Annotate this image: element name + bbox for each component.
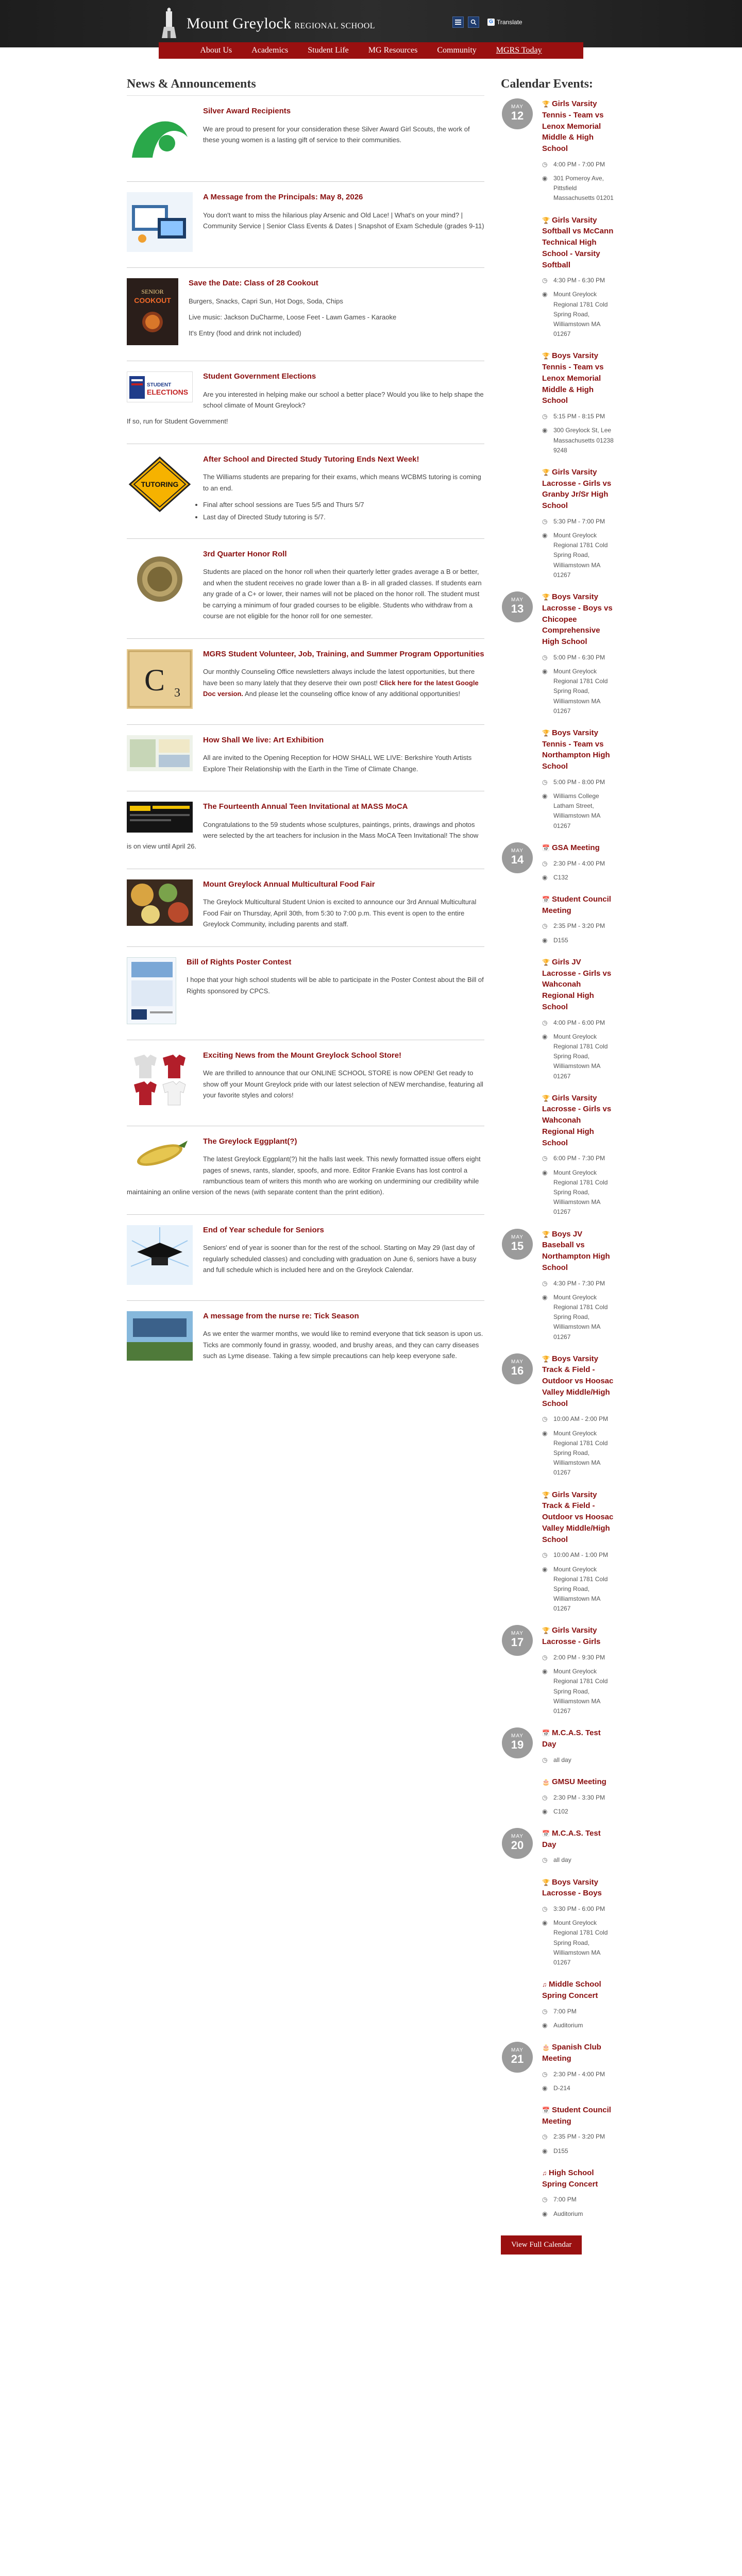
event-time: ◷ 4:00 PM - 6:00 PM: [542, 1018, 615, 1028]
clock-icon: ◷: [542, 1905, 548, 1913]
site-header: [0, 0, 742, 55]
event-location: ◉ Mount Greylock Regional 1781 Cold Spring Road, Williamstown MA 01267: [542, 531, 615, 580]
site-logo[interactable]: [159, 7, 375, 40]
date-day: 14: [511, 853, 524, 866]
svg-text:ELECTIONS: ELECTIONS: [147, 388, 189, 396]
event-title[interactable]: 📅 Student Council Meeting: [542, 2105, 611, 2126]
event-time: ◷ 5:00 PM - 8:00 PM: [542, 777, 615, 787]
event-time: ◷ 2:00 PM - 9:30 PM: [542, 1653, 615, 1663]
news-item: [127, 947, 484, 1040]
date-month: MAY: [511, 1359, 524, 1365]
map-pin-icon: ◉: [542, 2021, 548, 2029]
date-month: MAY: [511, 848, 524, 854]
calendar-event: [542, 1093, 615, 1217]
svg-text:C: C: [144, 663, 165, 697]
calendar-day: [501, 1353, 615, 1614]
map-pin-icon: ◉: [542, 427, 548, 434]
event-location: ◉ Auditorium: [542, 2021, 615, 2030]
news-title[interactable]: After School and Directed Study Tutoring Ends Next Week!: [203, 454, 419, 464]
calendar-heading: Calendar Events:: [501, 77, 593, 91]
event-time: ◷ all day: [542, 1755, 615, 1765]
news-title[interactable]: MGRS Student Volunteer, Job, Training, and Summer Program Opportunities: [203, 649, 484, 658]
view-full-calendar-button[interactable]: View Full Calendar: [501, 2235, 582, 2255]
calendar-section: [501, 77, 615, 2255]
news-item: [127, 725, 484, 791]
event-time: ◷ 2:30 PM - 4:00 PM: [542, 2070, 615, 2079]
event-title[interactable]: 🏆 Boys Varsity Lacrosse - Boys: [542, 1877, 602, 1898]
clock-icon: ◷: [542, 1155, 548, 1162]
date-badge: [502, 1229, 533, 1260]
search-icon[interactable]: [468, 16, 479, 28]
calendar-day: [501, 1828, 615, 2030]
event-location: ◉ Mount Greylock Regional 1781 Cold Spring Road, Williamstown MA 01267: [542, 290, 615, 339]
site-title: Mount Greylock REGIONAL SCHOOL: [187, 15, 376, 32]
event-time: ◷ 5:15 PM - 8:15 PM: [542, 412, 615, 421]
header-tools: [452, 16, 522, 28]
clock-icon: ◷: [542, 517, 548, 525]
girl-scouts-logo-image[interactable]: [127, 106, 193, 166]
calendar-event: [542, 98, 615, 204]
nav-mg-resources[interactable]: MG Resources: [368, 46, 418, 55]
event-time: ◷ all day: [542, 1855, 615, 1865]
clock-icon: ◷: [542, 1551, 548, 1559]
date-badge: [502, 591, 533, 622]
news-title[interactable]: Save the Date: Class of 28 Cookout: [189, 279, 318, 287]
news-title[interactable]: End of Year schedule for Seniors: [203, 1225, 324, 1234]
event-location: ◉ D-214: [542, 2083, 615, 2093]
date-day: 20: [511, 1838, 524, 1852]
graduation-cap-image[interactable]: [127, 1225, 193, 1285]
news-item: [127, 1301, 484, 1378]
event-title[interactable]: 🏆 Girls Varsity Lacrosse - Girls vs Wahconah Regional High School: [542, 1093, 612, 1147]
clock-icon: ◷: [542, 1793, 548, 1801]
map-pin-icon: ◉: [542, 1168, 548, 1176]
tower-icon: [159, 7, 179, 40]
svg-text:SENIOR: SENIOR: [141, 288, 164, 295]
calendar-event: [542, 1489, 615, 1614]
calendar-event: [542, 727, 615, 831]
trophy-icon: 🏆: [542, 468, 550, 476]
news-text: The latest Greylock Eggplant(?) hit the halls last week. This newly formatted issue offers eight pages of snews, rants, slander, spoofs, and more. Editor Frankie Evans has lost control a rambunctious team of writers this month who are working on undermining our credibility while maintaining an online version of the news (with separate content than the print edition).: [127, 1155, 481, 1196]
map-pin-icon: ◉: [542, 1807, 548, 1815]
trophy-icon: 🏆: [542, 1094, 550, 1102]
bill-of-rights-poster-image[interactable]: [127, 957, 176, 1024]
trophy-icon: 🏆: [542, 1491, 550, 1499]
news-text: We are proud to present for your consideration these Silver Award Girl Scouts, the work of these young women is a lasting gift of service to their communities.: [203, 125, 470, 144]
date-badge: [502, 842, 533, 873]
news-list: [127, 95, 484, 1378]
event-title[interactable]: 🏆 Boys Varsity Tennis - Team vs Lenox Memorial Middle & High School: [542, 351, 604, 405]
news-title[interactable]: Exciting News from the Mount Greylock School Store!: [203, 1050, 402, 1060]
principals-message-image[interactable]: [127, 192, 193, 252]
news-text: The Williams students are preparing for their exams, which means WCBMS tutoring is coming to an end.: [203, 473, 481, 492]
event-title[interactable]: ♫ Middle School Spring Concert: [542, 1980, 601, 2000]
event-time: ◷ 10:00 AM - 1:00 PM: [542, 1550, 615, 1560]
event-time: ◷ 2:35 PM - 3:20 PM: [542, 2132, 615, 2142]
news-item: [127, 182, 484, 268]
date-day: 16: [511, 1364, 524, 1377]
tick-season-image[interactable]: [127, 1311, 193, 1361]
event-time: ◷ 10:00 AM - 2:00 PM: [542, 1414, 615, 1424]
music-icon: ♫: [542, 2169, 547, 2177]
calendar-event: [542, 957, 615, 1081]
clock-icon: ◷: [542, 922, 548, 930]
map-pin-icon: ◉: [542, 2084, 548, 2092]
event-time: ◷ 7:00 PM: [542, 2195, 615, 2205]
event-title[interactable]: 🏆 Boys Varsity Track & Field - Outdoor vs Hoosac Valley Middle/High School: [542, 1354, 614, 1408]
date-badge: [502, 2042, 533, 2073]
news-title[interactable]: Student Government Elections: [203, 372, 316, 381]
trophy-icon: 🏆: [542, 100, 550, 108]
translate-label: Translate: [497, 19, 522, 26]
eggplant-image[interactable]: [127, 1137, 193, 1173]
calendar-day: [501, 1727, 615, 1817]
map-pin-icon: ◉: [542, 2147, 548, 2155]
clock-icon: ◷: [542, 413, 548, 420]
clock-icon: ◷: [542, 2133, 548, 2141]
clock-icon: ◷: [542, 1653, 548, 1661]
event-title[interactable]: 🏆 Girls Varsity Lacrosse - Girls: [542, 1626, 601, 1647]
calendar-event: [542, 350, 615, 455]
event-location: ◉ Mount Greylock Regional 1781 Cold Spring Road, Williamstown MA 01267: [542, 1032, 615, 1081]
event-title[interactable]: 🏆 Boys Varsity Lacrosse - Boys vs Chicopee Comprehensive High School: [542, 592, 613, 646]
event-time: ◷ 3:30 PM - 6:00 PM: [542, 1904, 615, 1914]
map-pin-icon: ◉: [542, 873, 548, 881]
calendar-icon: 📅: [542, 1730, 550, 1737]
date-day: 15: [511, 1239, 524, 1252]
date-month: MAY: [511, 1833, 524, 1839]
map-pin-icon: ◉: [542, 291, 548, 298]
main-nav: [159, 42, 583, 59]
clock-icon: ◷: [542, 160, 548, 168]
news-text: If so, run for Student Government!: [127, 417, 228, 426]
event-location: ◉ 301 Pomeroy Ave, Pittsfield Massachusetts 01201: [542, 174, 615, 204]
calendar-event: [542, 1727, 615, 1765]
nav-academics[interactable]: Academics: [251, 46, 289, 55]
event-location: ◉ Mount Greylock Regional 1781 Cold Spring Road, Williamstown MA 01267: [542, 1429, 615, 1478]
calendar-icon: 📅: [542, 2106, 550, 2114]
map-pin-icon: ◉: [542, 667, 548, 675]
calendar-event: [542, 894, 615, 945]
event-title[interactable]: 🏆 Boys Varsity Tennis - Team vs Northampton High School: [542, 728, 610, 771]
news-text: Our monthly Counseling Office newsletters always include the latest opportunities, but there have been so many lately that they deserve their own post! Click here for the latest Google Doc version. And please let the counseling office know of any additional opportunities!: [203, 668, 479, 698]
music-icon: ♫: [542, 1981, 547, 1989]
calendar-icon: 📅: [542, 1829, 550, 1837]
clock-icon: ◷: [542, 1415, 548, 1423]
calendar-event: [542, 1877, 615, 1968]
clock-icon: ◷: [542, 653, 548, 661]
map-pin-icon: ◉: [542, 1668, 548, 1675]
news-text: Live music: Jackson DuCharme, Loose Feet - Lawn Games - Karaoke: [189, 313, 397, 321]
calendar-list: [501, 98, 615, 2219]
calendar-event: [542, 842, 615, 883]
date-day: 17: [511, 1636, 524, 1649]
date-day: 21: [511, 2053, 524, 2066]
news-title[interactable]: A message from the nurse re: Tick Season: [203, 1311, 359, 1320]
event-title[interactable]: 📅 M.C.A.S. Test Day: [542, 1828, 601, 1849]
event-time: ◷ 4:00 PM - 7:00 PM: [542, 160, 615, 170]
news-title[interactable]: The Fourteenth Annual Teen Invitational at MASS MoCA: [203, 802, 408, 811]
trophy-icon: 🏆: [542, 1878, 550, 1886]
calendar-day: [501, 1625, 615, 1716]
news-item: [127, 791, 484, 869]
calendar-event: [542, 1776, 615, 1817]
map-pin-icon: ◉: [542, 1032, 548, 1040]
news-title[interactable]: 3rd Quarter Honor Roll: [203, 549, 287, 558]
news-item: [127, 268, 484, 361]
calendar-event: [542, 2167, 615, 2219]
news-item: [127, 869, 484, 947]
svg-text:COOKOUT: COOKOUT: [134, 296, 171, 304]
list-item: • Last day of Directed Study tutoring is 5/7.: [138, 511, 484, 523]
map-pin-icon: ◉: [542, 532, 548, 539]
event-location: ◉ Mount Greylock Regional 1781 Cold Spring Road, Williamstown MA 01267: [542, 1667, 615, 1716]
event-time: ◷ 4:30 PM - 7:30 PM: [542, 1279, 615, 1289]
date-day: 12: [511, 109, 524, 122]
event-title[interactable]: 🏆 Girls Varsity Softball vs McCann Technical High School - Varsity Softball: [542, 215, 614, 269]
svg-text:STUDENT: STUDENT: [147, 382, 172, 388]
trophy-icon: 🏆: [542, 729, 550, 737]
news-title[interactable]: A Message from the Principals: May 8, 2026: [203, 193, 363, 201]
event-location: ◉ Mount Greylock Regional 1781 Cold Spring Road, Williamstown MA 01267: [542, 1565, 615, 1614]
event-location: ◉ D155: [542, 936, 615, 945]
news-title[interactable]: How Shall We live: Art Exhibition: [203, 735, 324, 744]
news-item: [127, 444, 484, 539]
event-location: ◉ Williams College Latham Street, Williamstown MA 01267: [542, 791, 615, 831]
mass-moca-image[interactable]: [127, 802, 193, 833]
map-pin-icon: ◉: [542, 1293, 548, 1301]
nav-mgrs-today[interactable]: MGRS Today: [496, 46, 542, 55]
news-section: [127, 77, 484, 1378]
event-time: ◷ 2:35 PM - 3:20 PM: [542, 921, 615, 931]
trophy-icon: 🏆: [542, 1627, 550, 1635]
nav-community[interactable]: Community: [437, 46, 477, 55]
translate-button[interactable]: [487, 19, 522, 26]
news-text: The Greylock Multicultural Student Union is excited to announce our 3rd Annual Multicultural Food Fair on Thursday, April 30th, from 5:30 to 7:00 p.m. This event is open to the entire Greylock Community, including parents and staff.: [203, 898, 477, 928]
event-time: ◷ 2:30 PM - 3:30 PM: [542, 1793, 615, 1803]
news-text: We are thrilled to announce that our ONLINE SCHOOL STORE is now OPEN! Get ready to show off your Mount Greylock pride with our latest selection of NEW merchandise, featuring all your favorite styles and colors!: [203, 1069, 483, 1099]
event-location: ◉ Auditorium: [542, 2209, 615, 2219]
art-exhibition-image[interactable]: [127, 735, 193, 771]
news-text: Students are placed on the honor roll when their quarterly letter grades average a B or better, and when the student receives no grade lower than a B- in all graded classes. If students earn any grade of a C+ or lower, their names will not be placed on the honor roll. The student must be carrying a minimum of four graded courses to be eligible. Students who withdraw from a course are not eligible for the honor roll for one semester.: [203, 568, 482, 620]
news-item: [127, 539, 484, 639]
date-month: MAY: [511, 2047, 524, 2054]
tutoring-sign-image[interactable]: [127, 454, 193, 514]
cake-icon: 🎂: [542, 2044, 550, 2052]
clock-icon: ◷: [542, 1279, 548, 1287]
date-month: MAY: [511, 597, 524, 603]
news-text: Congratulations to the 59 students whose sculptures, paintings, prints, drawings and photos were selected by the art teachers for inclusion in the Mass MoCA Teen Invitational! The show is on view until April 26.: [127, 820, 479, 851]
event-location: ◉ Mount Greylock Regional 1781 Cold Spring Road, Williamstown MA 01267: [542, 1918, 615, 1968]
calendar-day: [501, 1229, 615, 1342]
news-title[interactable]: Mount Greylock Annual Multicultural Food Fair: [203, 879, 375, 889]
event-title[interactable]: 🏆 Girls Varsity Track & Field - Outdoor vs Hoosac Valley Middle/High School: [542, 1490, 614, 1544]
map-pin-icon: ◉: [542, 174, 548, 182]
svg-text:3: 3: [174, 686, 180, 700]
event-location: ◉ C102: [542, 1807, 615, 1817]
calendar-icon: 📅: [542, 895, 550, 903]
event-time: ◷ 7:00 PM: [542, 2007, 615, 2016]
cake-icon: 🎂: [542, 1778, 550, 1786]
news-title[interactable]: Bill of Rights Poster Contest: [187, 957, 292, 967]
news-title[interactable]: Silver Award Recipients: [203, 107, 291, 115]
clock-icon: ◷: [542, 1019, 548, 1026]
event-title[interactable]: 📅 GSA Meeting: [542, 843, 600, 852]
map-pin-icon: ◉: [542, 1565, 548, 1573]
date-month: MAY: [511, 1733, 524, 1739]
event-location: ◉ Mount Greylock Regional 1781 Cold Spring Road, Williamstown MA 01267: [542, 1168, 615, 1217]
news-item: [127, 1215, 484, 1301]
event-title[interactable]: 📅 Student Council Meeting: [542, 894, 611, 915]
calendar-day: [501, 591, 615, 831]
event-title[interactable]: 🎂 GMSU Meeting: [542, 1777, 606, 1786]
calendar-event: [542, 1625, 615, 1716]
clock-icon: ◷: [542, 859, 548, 867]
event-title[interactable]: 🏆 Girls Varsity Tennis - Team vs Lenox Memorial Middle & High School: [542, 99, 604, 153]
map-pin-icon: ◉: [542, 2210, 548, 2217]
event-title[interactable]: 🏆 Girls Varsity Lacrosse - Girls vs Granby Jr/Sr High School: [542, 467, 612, 511]
clock-icon: ◷: [542, 1756, 548, 1764]
google-doc-link[interactable]: Click here for the latest Google Doc version.: [203, 679, 479, 698]
news-item: [127, 1126, 484, 1215]
calendar-day: [501, 842, 615, 1217]
trophy-icon: 🏆: [542, 352, 550, 360]
event-location: ◉ Mount Greylock Regional 1781 Cold Spring Road, Williamstown MA 01267: [542, 667, 615, 716]
news-text: Seniors' end of year is sooner than for the rest of the school. Starting on May 29 (last day of regularly scheduled classes) and concluding with graduation on June 6, seniors have a busy and full schedule which is included here and on the Greylock Calendar.: [203, 1244, 477, 1274]
event-location: ◉ D155: [542, 2146, 615, 2156]
clock-icon: ◷: [542, 2070, 548, 2078]
food-fair-image[interactable]: [127, 879, 193, 926]
calendar-icon: 📅: [542, 844, 550, 852]
event-time: ◷ 5:30 PM - 7:00 PM: [542, 517, 615, 527]
school-store-apparel-image[interactable]: [127, 1050, 193, 1110]
news-text: It's Entry (food and drink not included): [189, 329, 301, 337]
nav-student-life[interactable]: Student Life: [308, 46, 349, 55]
clock-icon: ◷: [542, 2196, 548, 2204]
calendar-event: [542, 1353, 615, 1478]
news-item: [127, 361, 484, 444]
calendar-event: [542, 467, 615, 580]
event-time: ◷ 4:30 PM - 6:30 PM: [542, 276, 615, 285]
trophy-icon: 🏆: [542, 594, 550, 601]
event-location: ◉ 300 Greylock St, Lee Massachusetts 01238 9248: [542, 426, 615, 455]
clock-icon: ◷: [542, 1856, 548, 1864]
date-day: 13: [511, 602, 524, 615]
calendar-day: [501, 2042, 615, 2219]
svg-text:TUTORING: TUTORING: [141, 480, 179, 488]
calendar-event: [542, 2105, 615, 2156]
date-badge: [502, 1727, 533, 1758]
trophy-icon: 🏆: [542, 958, 550, 966]
list-item: • Final after school sessions are Tues 5/5 and Thurs 5/7: [138, 499, 484, 511]
event-title[interactable]: 🏆 Girls JV Lacrosse - Girls vs Wahconah Regional High School: [542, 957, 612, 1011]
trophy-icon: 🏆: [542, 1230, 550, 1238]
calendar-event: [542, 215, 615, 340]
news-heading: News & Announcements: [127, 77, 256, 91]
clock-icon: ◷: [542, 277, 548, 284]
news-text: All are invited to the Opening Reception for HOW SHALL WE LIVE: Berkshire Youth Artists Explore Their Relationship with the Earth in the Time of Climate Change.: [203, 754, 472, 773]
news-title[interactable]: The Greylock Eggplant(?): [203, 1137, 297, 1146]
calendar-day: [501, 98, 615, 580]
calendar-event: [542, 2042, 615, 2093]
news-item: [127, 96, 484, 182]
calendar-event: [542, 1828, 615, 1866]
event-title[interactable]: 🎂 Spanish Club Meeting: [542, 2043, 601, 2063]
date-badge: [502, 1353, 533, 1384]
event-location: ◉ Mount Greylock Regional 1781 Cold Spring Road, Williamstown MA 01267: [542, 1293, 615, 1342]
event-title[interactable]: 🏆 Boys JV Baseball vs Northampton High School: [542, 1229, 610, 1272]
event-title[interactable]: 📅 M.C.A.S. Test Day: [542, 1728, 601, 1749]
c3-tile-image[interactable]: [127, 649, 193, 709]
news-text: Are you interested in helping make our school a better place? Would you like to help shape the school climate of Mount Greylock?: [203, 390, 484, 409]
map-pin-icon: ◉: [542, 792, 548, 800]
date-badge: [502, 1625, 533, 1656]
news-text: Burgers, Snacks, Capri Sun, Hot Dogs, Soda, Chips: [189, 297, 343, 305]
map-pin-icon: ◉: [542, 936, 548, 944]
event-title[interactable]: ♫ High School Spring Concert: [542, 2168, 598, 2189]
date-month: MAY: [511, 1631, 524, 1637]
news-text: You don't want to miss the hilarious play Arsenic and Old Lace! | What's on your mind? | Community Service | Senior Class Events & Dates | Snapshot of Exam Schedule (grades 9-11): [203, 211, 484, 230]
date-month: MAY: [511, 1234, 524, 1240]
clock-icon: ◷: [542, 778, 548, 786]
news-item: [127, 639, 484, 725]
event-time: ◷ 5:00 PM - 6:30 PM: [542, 653, 615, 663]
date-badge: [502, 1828, 533, 1859]
calendar-event: [542, 1229, 615, 1342]
honor-roll-medal-image[interactable]: [127, 549, 193, 609]
translate-icon: G: [487, 19, 495, 26]
calendar-event: [542, 1979, 615, 2030]
clock-icon: ◷: [542, 2007, 548, 2015]
map-pin-icon: ◉: [542, 1429, 548, 1437]
calendar-event: [542, 591, 615, 716]
event-time: ◷ 6:00 PM - 7:30 PM: [542, 1154, 615, 1163]
date-day: 19: [511, 1738, 524, 1752]
elections-image[interactable]: [127, 371, 193, 402]
cookout-flyer-image[interactable]: [127, 278, 178, 345]
news-item: [127, 1040, 484, 1126]
menu-icon[interactable]: [452, 16, 464, 28]
trophy-icon: 🏆: [542, 1355, 550, 1363]
event-time: ◷ 2:30 PM - 4:00 PM: [542, 859, 615, 869]
date-month: MAY: [511, 104, 524, 110]
map-pin-icon: ◉: [542, 1919, 548, 1927]
news-text: As we enter the warmer months, we would like to remind everyone that tick season is upon us. Ticks are commonly found in grassy, wooded, and brushy areas, and they can carry diseases such as Lyme disease. Taking a few simple precautions can help keep everyone safe.: [203, 1330, 483, 1360]
date-badge: [502, 98, 533, 129]
nav-about-us[interactable]: About Us: [200, 46, 232, 55]
event-location: ◉ C132: [542, 873, 615, 883]
news-text: I hope that your high school students will be able to participate in the Poster Contest about the Bill of Rights sponsored by CPCS.: [187, 976, 484, 995]
trophy-icon: 🏆: [542, 216, 550, 224]
